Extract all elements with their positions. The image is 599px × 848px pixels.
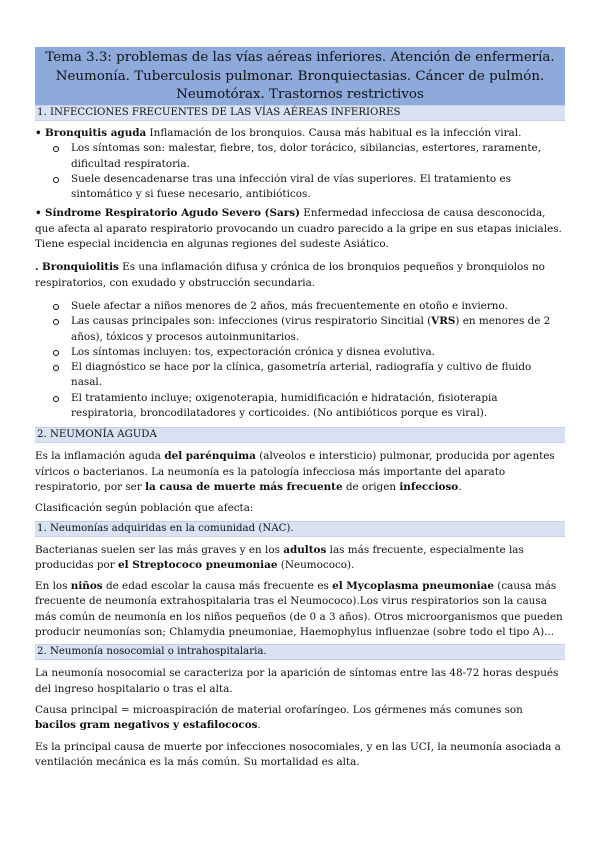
sars-text: Enfermedad infecciosa de causa desconocida, que afecta al aparato respiratorio provocando un cuadro parecido a la gripe en sus etapas iniciales. Tiene especial incidencia en algunas regiones del sudeste Asiático. [35,207,562,251]
nac-paragraph-1 [35,543,565,574]
bronquitis-list [35,141,565,202]
nac-paragraph-2 [35,579,565,640]
subsection-heading-nosocomial: 2. Neumonía nosocomial o intrahospitalaria. [35,644,565,660]
list-item: Los síntomas son: malestar, fiebre, tos, dolor torácico, sibilancias, estertores, raramente, dificultad respiratoria. [70,141,565,172]
term-infeccioso: infeccioso [399,480,459,493]
bronquiolitis-list [35,299,565,421]
term-ninos: niños [70,580,103,593]
nosocomial-paragraph-1: La neumonía nosocomial se caracteriza por la aparición de síntomas entre las 48-72 horas después del ingreso hospitalario o tras el alta. [35,667,559,695]
term-bacilos: bacilos gram negativos y estafilococos [35,719,258,732]
term-bronquiolitis: Bronquiolitis [41,261,119,274]
text-run: (alveolos e intersticio) pulmonar, producida por agentes víricos o bacterianos. La neumonía es la patología infecciosa más importante del aparato respiratorio, por ser [35,450,555,493]
list-item: Suele desencadenarse tras una infección viral de vías superiores. El tratamiento es sintomático y si fuese necesario, antibióticos. [70,172,565,203]
list-item: El tratamiento incluye; oxigenoterapia, humidificación e hidratación, fisioterapia respiratoria, broncodilatadores y corticoides. (No antibióticos porque es viral). [70,391,565,422]
page-title: Tema 3.3: problemas de las vías aéreas inferiores. Atención de enfermería. Neumonía. Tuberculosis pulmonar. Bronquiectasias. Cáncer de pulmón. Neumotórax. Trastornos restrictivos [35,47,565,105]
text-run: ) en menores de 2 años), tóxicos y procesos autoinmunitarios. [71,315,551,343]
text-run: de edad escolar la causa más frecuente es [102,580,333,593]
nosocomial-paragraph-2 [35,703,565,734]
text-run: (Neumococo). [277,558,355,571]
text-run: Causa principal = microaspiración de material orofaríngeo. Los gérmenes más comunes son [35,703,523,716]
bullet-dot: • [35,127,42,139]
list-item: Los síntomas incluyen: tos, expectoración crónica y disnea evolutiva. [70,345,565,360]
nosocomial-paragraph-3: Es la principal causa de muerte por infecciones nosocomiales, y en las UCI, la neumonía asociada a ventilación mecánica es la más común. Su mortalidad es alta. [35,740,561,768]
clasificacion-text: Clasificación según población que afecta: [35,502,254,515]
document-page [35,47,565,770]
neumonia-intro [35,449,565,495]
list-item [70,314,565,345]
bullet-dot: • [35,207,42,220]
text-run: Bacterianas suelen ser las más graves y en los [35,543,284,556]
text-run: (causa más frecuente de neumonía extrahospitalaria tras el Neumococo).Los virus respiratorios son la causa más común de neumonía en los niños pequeños (de 0 a 3 años). Otros microorganismos que pueden producir neumonías son; Chlamydia pneumoniae, Haemophylus influenzae (sobre todo el tipo A)... [35,580,563,639]
text-run: de origen [342,480,400,493]
section-heading-infecciones: 1. INFECCIONES FRECUENTES DE LAS VÍAS AÉREAS INFERIORES [35,105,565,121]
list-item: Suele afectar a niños menores de 2 años, más frecuentemente en otoño e invierno. [70,299,565,314]
text-run: . [257,719,261,732]
term-parenquima: del parénquima [164,450,256,463]
term-causa-muerte: la causa de muerte más frecuente [145,480,343,493]
bronquiolitis-paragraph [35,260,565,291]
text-run: . [458,480,462,493]
bronquiolitis-text: Es una inflamación difusa y crónica de los bronquios pequeños y bronquiolos no respiratorios, con exudado y obstrucción secundaria. [35,261,545,289]
term-bronquitis: Bronquitis aguda [44,127,147,139]
term-mycoplasma: el Mycoplasma pneumoniae [332,580,494,593]
list-item: El diagnóstico se hace por la clínica, gasometría arterial, radiografía y cultivo de fluido nasal. [70,360,565,391]
text-run: Es la inflamación aguda [35,450,165,463]
sars-paragraph [35,206,565,252]
text-run: Las causas principales son: infecciones (virus respiratorio Sincitial ( [71,315,432,328]
term-vrs: VRS [431,315,456,328]
term-adultos: adultos [283,543,327,556]
section-heading-neumonia: 2. NEUMONÍA AGUDA [35,427,565,443]
subsection-heading-nac: 1. Neumonías adquiridas en la comunidad (NAC). [35,521,565,537]
bullet-dot: . [35,261,39,274]
term-sars: Síndrome Respiratorio Agudo Severo (Sars) [44,207,300,220]
bronquitis-paragraph [35,126,565,141]
term-streptococo: el Streptococo pneumoniae [118,558,278,571]
bronquitis-text: Inflamación de los bronquios. Causa más habitual es la infección viral. [146,127,522,139]
text-run: las más frecuente, especialmente las producidas por [35,543,524,571]
text-run: En los [35,580,71,593]
